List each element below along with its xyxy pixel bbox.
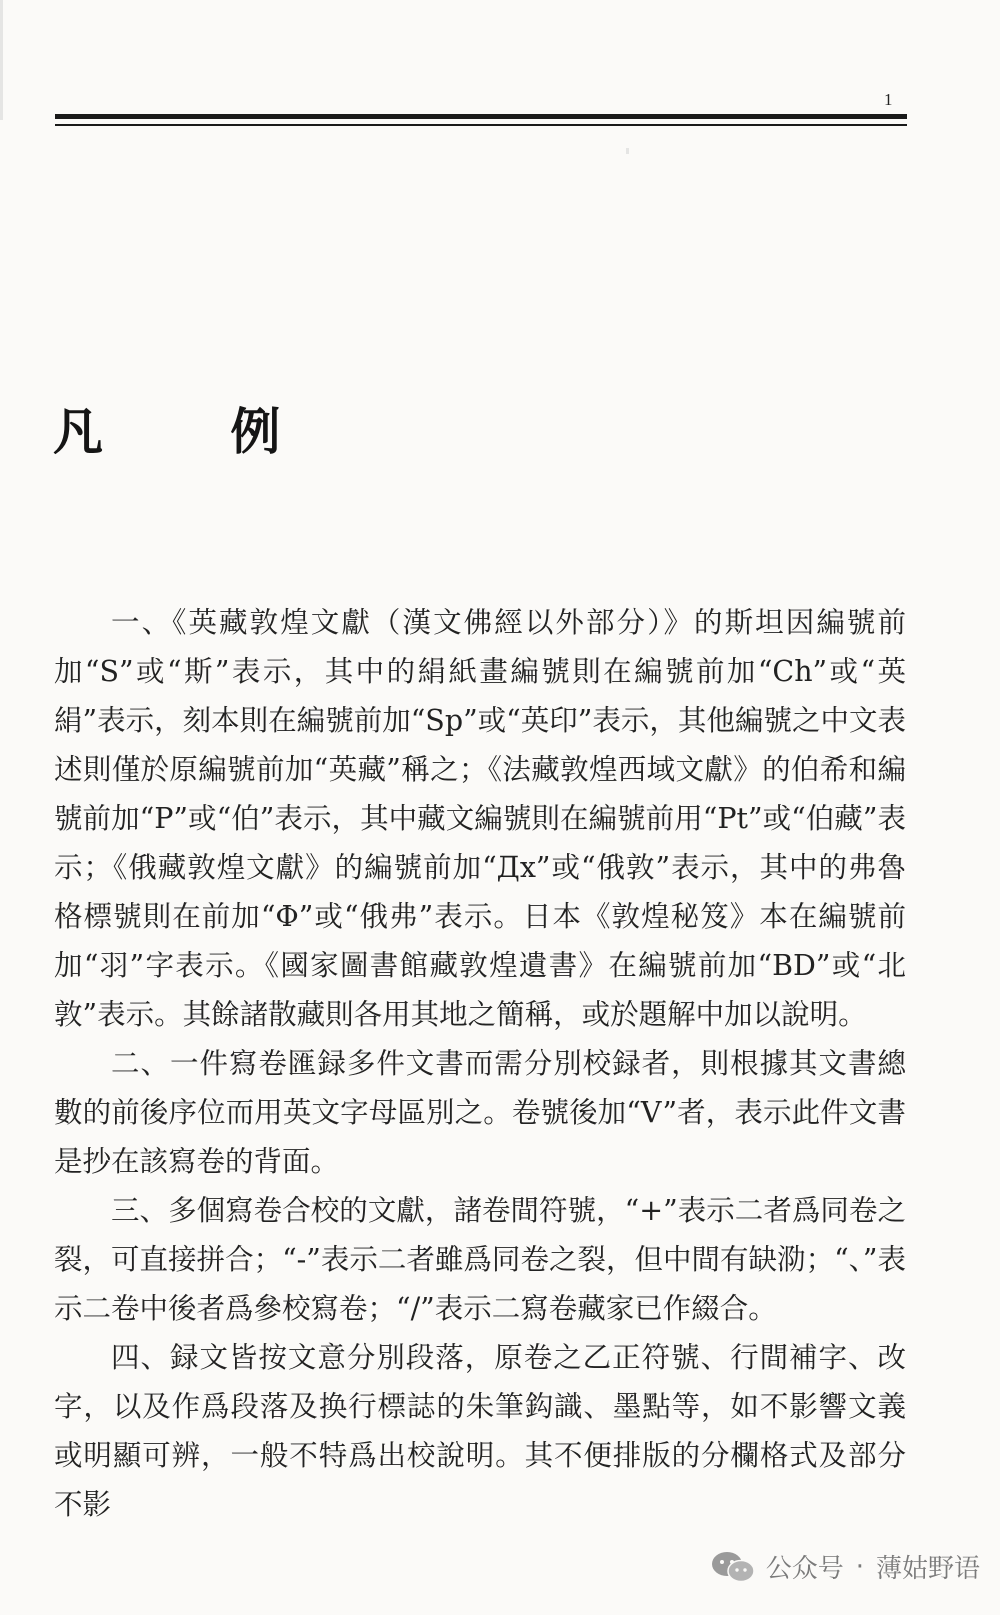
body-text bbox=[54, 598, 906, 1529]
page-number: 1 bbox=[884, 90, 893, 109]
page-title: 凡 例 bbox=[53, 402, 336, 461]
scan-mark bbox=[626, 148, 629, 154]
watermark-separator: · bbox=[855, 1551, 864, 1582]
paragraph: 一、《英藏敦煌文獻（漢文佛經以外部分）》的斯坦因編號前加“S”或“斯”表示，其中的絹紙畫編號則在編號前加“Ch”或“英絹”表示，刻本則在編號前加“Sp”或“英印”表示，其他編號之中文表述則僅於原編號前加“英藏”稱之；《法藏敦煌西域文獻》的伯希和編號前加“P”或“伯”表示，其中藏文編號則在編號前用“Pt”或“伯藏”表示；《俄藏敦煌文獻》的編號前加“Дx”或“俄敦”表示，其中的弗魯格標號則在前加“Φ”或“俄弗”表示。日本《敦煌秘笈》本在編號前加“羽”字表示。《國家圖書館藏敦煌遺書》在編號前加“BD”或“北敦”表示。其餘諸散藏則各用其地之簡稱，或於題解中加以說明。 bbox=[54, 606, 906, 1031]
header-rule-thick bbox=[55, 114, 907, 119]
paragraph: 四、録文皆按文意分別段落，原卷之乙正符號、行間補字、改字，以及作爲段落及换行標誌的朱筆鈎識、墨點等，如不影響文義或明顯可辨，一般不特爲出校說明。其不便排版的分欄格式及部分不影 bbox=[54, 1341, 906, 1521]
wechat-icon bbox=[710, 1550, 756, 1584]
scan-mark bbox=[0, 0, 3, 120]
header-rule-thin bbox=[55, 124, 907, 126]
watermark-platform: 公众号 bbox=[765, 1554, 844, 1584]
paragraph: 二、一件寫卷匯録多件文書而需分別校録者，則根據其文書總數的前後序位而用英文字母區別之。卷號後加“V”者，表示此件文書是抄在該寫卷的背面。 bbox=[54, 1047, 906, 1178]
watermark-account: 薄姑野语 bbox=[875, 1554, 980, 1584]
watermark bbox=[710, 1548, 980, 1585]
paragraph: 三、多個寫卷合校的文獻，諸卷間符號，“+”表示二者爲同卷之裂，可直接拼合；“-”表示二者雖爲同卷之裂，但中間有缺泐；“、”表示二卷中後者爲參校寫卷；“/”表示二寫卷藏家已作綴合。 bbox=[54, 1194, 906, 1325]
